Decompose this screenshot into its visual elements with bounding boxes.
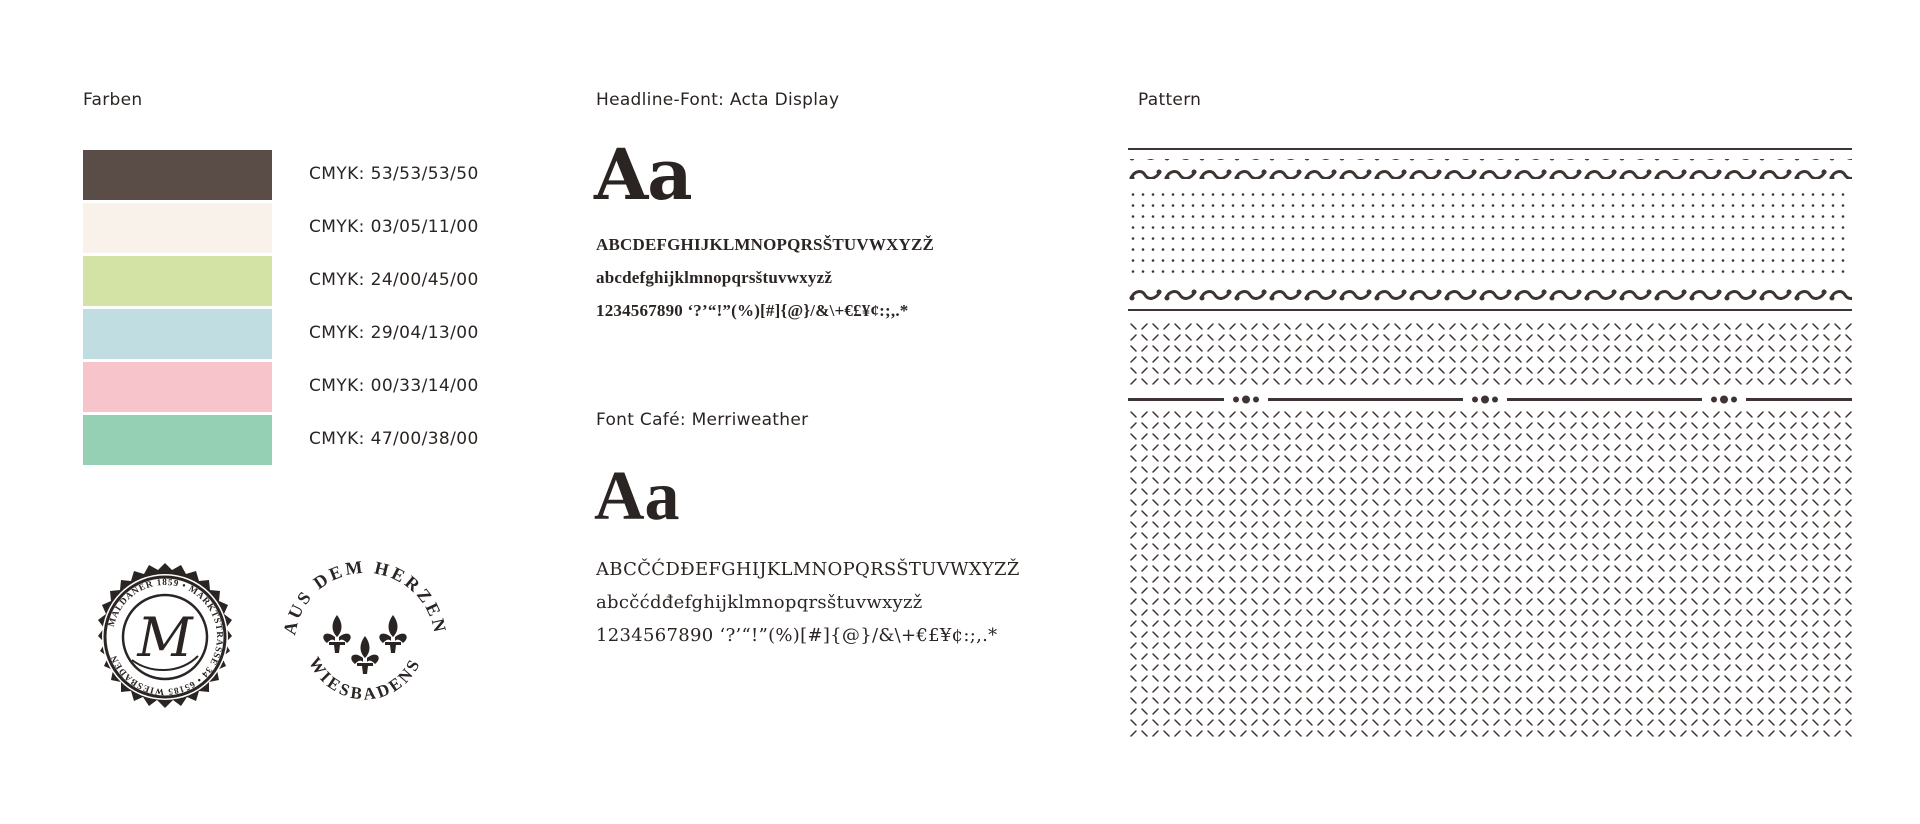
headline-font-lowercase: abcdefghijklmnopqrsštuvwxyzž xyxy=(596,268,833,287)
maldaner-seal-logo xyxy=(80,552,250,722)
fleur-de-lis-icon xyxy=(323,615,406,674)
color-swatch-cream xyxy=(83,203,272,253)
herz-bottom-text: WIESBADENS xyxy=(304,653,425,704)
pattern-x-grid-lower xyxy=(1128,411,1852,741)
color-swatch-list xyxy=(83,150,483,468)
cafe-font-title: Font Café: Merriweather xyxy=(596,410,809,430)
cmyk-label: CMYK: 24/00/45/00 xyxy=(309,270,479,290)
headline-font-title: Headline-Font: Acta Display xyxy=(596,90,840,110)
pattern-swatch xyxy=(1128,145,1852,745)
pattern-dot-grid xyxy=(1130,187,1850,275)
pattern-x-grid-upper xyxy=(1128,323,1852,389)
cmyk-label: CMYK: 47/00/38/00 xyxy=(309,429,479,449)
cmyk-label: CMYK: 53/53/53/50 xyxy=(309,164,479,184)
color-swatch-row xyxy=(83,256,483,309)
cafe-font-uppercase: ABCČĆDĐEFGHIJKLMNOPQRSŠTUVWXYZŽ xyxy=(596,559,1020,580)
aus-dem-herzen-logo xyxy=(270,548,460,728)
cmyk-label: CMYK: 03/05/11/00 xyxy=(309,217,479,237)
seal-monogram: M xyxy=(137,606,193,669)
pattern-title: Pattern xyxy=(1138,90,1202,110)
pattern-mid-rule xyxy=(1128,309,1852,311)
colors-title: Farben xyxy=(83,90,143,110)
cmyk-label: CMYK: 00/33/14/00 xyxy=(309,376,479,396)
color-swatch-pink xyxy=(83,362,272,412)
color-swatch-row xyxy=(83,309,483,362)
cafe-font-symbols: 1234567890 ‘?’“!”(%)[#]{@}/&\+€£¥¢:;,.* xyxy=(596,625,998,646)
color-swatch-row xyxy=(83,415,483,468)
pattern-top-rule xyxy=(1128,148,1852,150)
cmyk-label: CMYK: 29/04/13/00 xyxy=(309,323,479,343)
headline-font-uppercase: ABCDEFGHIJKLMNOPQRSŠTUVWXYZŽ xyxy=(596,235,935,254)
cafe-font-sample: Aa xyxy=(594,458,680,535)
seal-ring-text: MALDANER 1859 • MARKTSTRASSE 34 • 65185 WIESBADEN xyxy=(106,576,226,698)
color-swatch-light-green xyxy=(83,256,272,306)
color-swatch-mint xyxy=(83,415,272,465)
color-swatch-light-blue xyxy=(83,309,272,359)
color-swatch-row xyxy=(83,150,483,203)
cafe-font-lowercase: abcčćdđefghijklmnopqrsštuvwxyzž xyxy=(596,592,923,613)
pattern-scroll-band-bottom xyxy=(1128,283,1852,303)
herz-top-text: AUS DEM HERZEN xyxy=(279,556,451,637)
color-swatch-row xyxy=(83,203,483,256)
color-swatch-dark-brown xyxy=(83,150,272,200)
headline-font-symbols: 1234567890 ‘?’“!”(%)[#]{@}/&\+€£¥¢:;,.* xyxy=(596,301,909,320)
pattern-scroll-band-top xyxy=(1128,159,1852,179)
color-swatch-row xyxy=(83,362,483,415)
pattern-divider-rule xyxy=(1128,396,1852,404)
headline-font-sample: Aa xyxy=(594,133,692,216)
